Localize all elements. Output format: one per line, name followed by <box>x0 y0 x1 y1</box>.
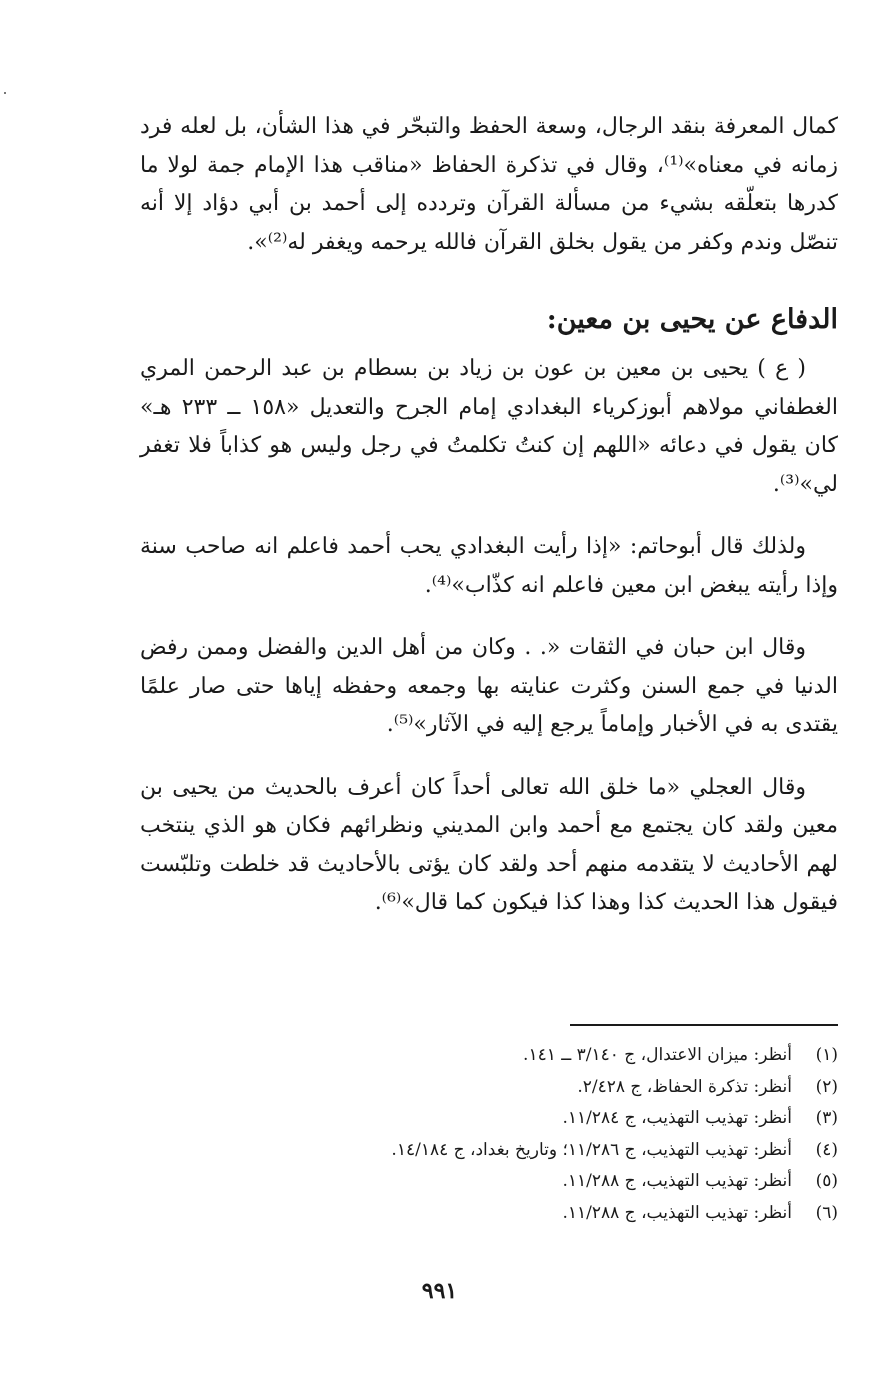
footnote-text: أنظر: تذكرة الحفاظ، ج ٢/٤٢٨. <box>577 1076 792 1097</box>
footnote-item <box>140 1135 838 1167</box>
footnote-text: أنظر: تهذيب التهذيب، ج ١١/٢٨٨. <box>562 1171 792 1191</box>
paragraph-continuation: كمال المعرفة بنقد الرجال، وسعة الحفظ والتبحّر في هذا الشأن، بل لعله فرد زمانه في معناه»⁽¹⁾، وقال في تذكرة الحفاظ «مناقب هذا الإمام جمة لولا ما كدرها بتعلّقه بشيء من مسألة القرآن وتردده إلى أحمد بن أبي دؤاد إلا أنه تنصّل وندم وكفر من يقول بخلق القرآن فالله يرحمه ويغفر له⁽²⁾». <box>140 114 839 255</box>
footnote-number: (٤) <box>815 1139 838 1160</box>
footnote-text: أنظر: تهذيب التهذيب، ج ١١/٢٨٦؛ وتاريخ بغداد، ج ١٤/١٨٤. <box>391 1139 792 1160</box>
main-text <box>140 108 838 923</box>
footnote-item <box>140 1166 838 1198</box>
section-heading: الدفاع عن يحيى بن معين: <box>546 304 838 335</box>
footnotes <box>140 1024 838 1229</box>
footnote-text: أنظر: تهذيب التهذيب، ج ١١/٢٨٤. <box>562 1108 792 1128</box>
footnote-divider <box>570 1024 838 1026</box>
footnote-number: (٣) <box>815 1108 838 1128</box>
footnote-number: (٥) <box>815 1171 838 1191</box>
footnote-item <box>140 1103 838 1135</box>
footnote-number: (٢) <box>815 1076 838 1097</box>
margin-speck <box>4 92 6 94</box>
footnote-number: (١) <box>815 1045 838 1065</box>
page-number: ٩٩١ <box>421 1278 458 1304</box>
footnote-item <box>140 1040 838 1072</box>
paragraph-ibn-hibban: وقال ابن حبان في الثقات «. . وكان من أهل الدين والفضل وممن رفض الدنيا في جمع السنن وكثرت عنايته بها وجمعه وحفظه إياها حتى صار علمًا يقتدى به في الأخبار وإماماً يرجع إليه في الآثار»⁽⁵⁾. <box>140 635 838 737</box>
footnote-number: (٦) <box>815 1202 838 1223</box>
paragraph-abu-hatim: ولذلك قال أبوحاتم: «إذا رأيت البغدادي يحب أحمد فاعلم انه صاحب سنة وإذا رأيته يبغض ابن معين فاعلم انه كذّاب»⁽⁴⁾. <box>140 534 838 598</box>
footnote-item <box>140 1198 838 1230</box>
footnote-item <box>140 1072 838 1104</box>
footnote-text: أنظر: ميزان الاعتدال، ج ٣/١٤٠ ــ ١٤١. <box>523 1045 792 1065</box>
paragraph-ijli: وقال العجلي «ما خلق الله تعالى أحداً كان أعرف بالحديث من يحيى بن معين ولقد كان يجتمع مع أحمد وابن المديني ونظرائهم فكان هو الذي ينتخب لهم الأحاديث لا يتقدمه منهم أحد ولقد كان يؤتى بالأحاديث قد خلطت وتلبّست فيقول هذا الحديث كذا وهذا كذا فيكون كما قال»⁽⁶⁾. <box>140 774 838 915</box>
paragraph-biography: ( ع ) يحيى بن معين بن عون بن زياد بن بسطام بن عبد الرحمن المري الغطفاني مولاهم أبوزكرياء البغدادي إمام الجرح والتعديل «١٥٨ ــ ٢٣٣ هـ» كان يقول في دعائه «اللهم إن كنتُ تكلمتُ في رجل وليس هو كذاباً فلا تغفر لي»⁽³⁾. <box>140 356 838 497</box>
footnote-text: أنظر: تهذيب التهذيب، ج ١١/٢٨٨. <box>562 1202 792 1223</box>
